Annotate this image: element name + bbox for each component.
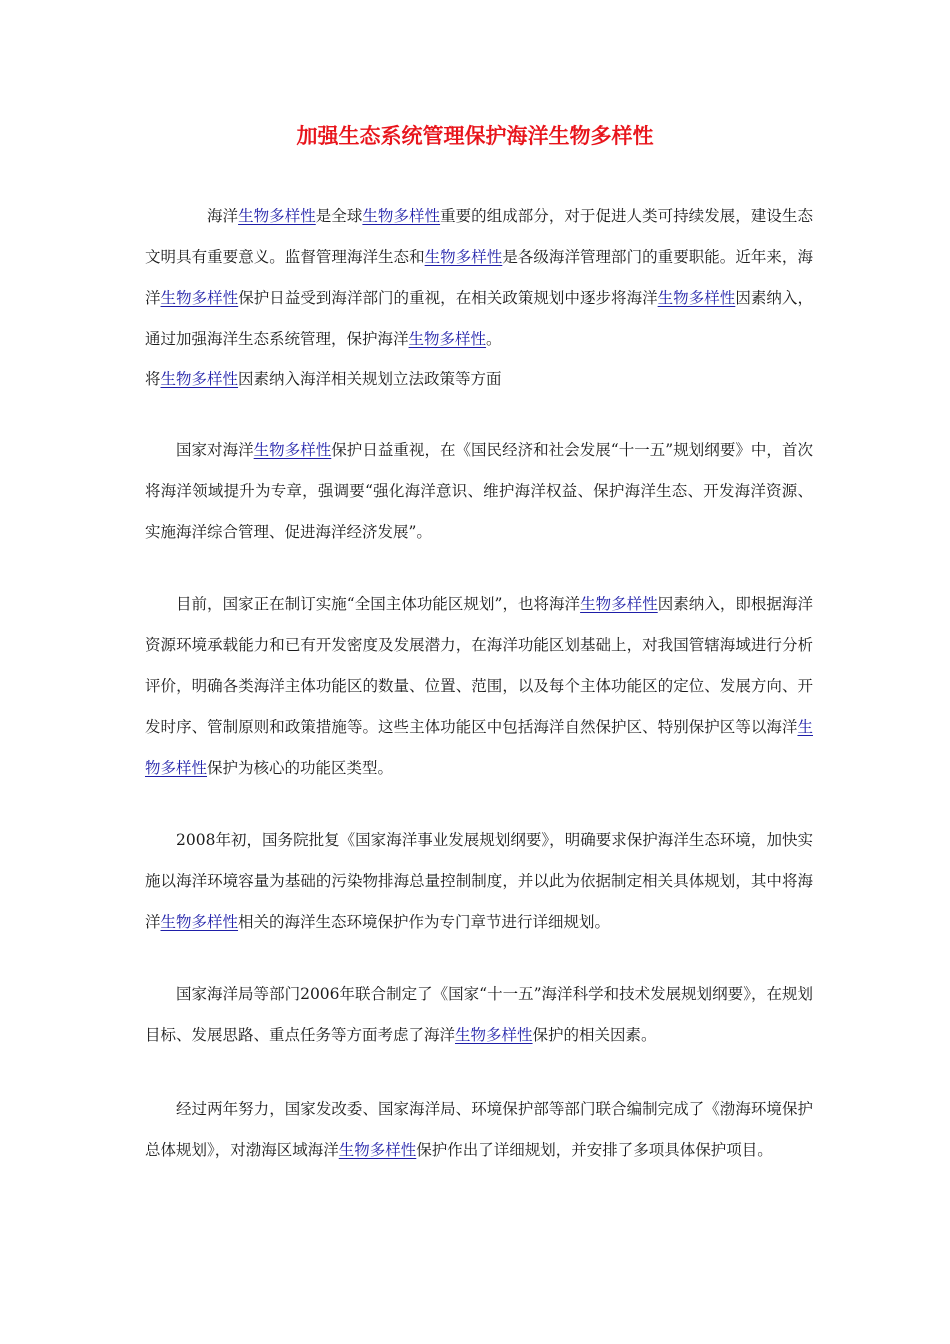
paragraph-text: 保护日益受到海洋部门的重视，在相关政策规划中逐步将海洋 <box>238 289 658 307</box>
paragraph-text: 国家海洋局等部门2006年联合制定了《国家“十一五”海洋科学和技术发展规划纲要》，在规划目标、发展思路、重点任务等方面考虑了海洋 <box>145 985 813 1044</box>
keyword-link[interactable]: 生物多样性 <box>160 370 239 388</box>
keyword-link[interactable]: 生物多样性 <box>657 289 736 307</box>
document-title: 加强生态系统管理保护海洋生物多样性 <box>296 124 654 148</box>
paragraph-text: 因素纳入，通过加强海洋生态系统管理，保护海洋 <box>145 289 813 348</box>
paragraph-text: 国家对海洋 <box>176 441 254 459</box>
paragraph-text: 保护日益重视，在《国民经济和社会发展“十一五”规划纲要》中，首次将海洋领域提升为专章，强调要“强化海洋意识、维护海洋权益、保护海洋生态、开发海洋资源、实施海洋综合管理、促进海洋经济发展”。 <box>145 441 813 541</box>
paragraph-intro <box>145 196 813 360</box>
paragraph-text: 是各级海洋管理部门的重要职能。近年来，海洋 <box>145 248 813 307</box>
paragraph-text: 因素纳入海洋相关规划立法政策等方面 <box>238 370 502 388</box>
section-heading <box>145 368 813 390</box>
paragraph-text: 将 <box>145 370 161 388</box>
keyword-link[interactable]: 生物多样性 <box>455 1026 533 1044</box>
keyword-link[interactable]: 生物多样性 <box>408 330 487 348</box>
paragraph-text: 保护的相关因素。 <box>532 1026 657 1044</box>
paragraph-text: 保护作出了详细规划，并安排了多项具体保护项目。 <box>416 1141 773 1159</box>
keyword-link[interactable]: 生物多样性 <box>253 441 332 459</box>
paragraph-text: 相关的海洋生态环境保护作为专门章节进行详细规划。 <box>238 913 611 931</box>
paragraph-eleventh-five-year-plan <box>145 430 813 553</box>
keyword-link[interactable]: 生物多样性 <box>362 207 441 225</box>
paragraph-bohai-plan <box>145 1089 813 1171</box>
paragraph-text: 2008年初，国务院批复《国家海洋事业发展规划纲要》，明确要求保护海洋生态环境，加快实施以海洋环境容量为基础的污染物排海总量控制制度，并以此为依据制定相关具体规划，其中将海洋 <box>145 831 813 931</box>
keyword-link[interactable]: 生物多样性 <box>338 1141 417 1159</box>
paragraph-text: 海洋 <box>207 207 239 225</box>
paragraph-2008-ocean-plan <box>145 820 813 943</box>
paragraph-text: 重要的组成部分，对于促进人类可持续发展，建设生态文明具有重要意义。监督管理海洋生态和 <box>145 207 813 266</box>
keyword-link[interactable]: 生物多样性 <box>238 207 316 225</box>
paragraph-text: 经过两年努力，国家发改委、国家海洋局、环境保护部等部门联合编制完成了《渤海环境保护总体规划》，对渤海区域海洋 <box>145 1100 813 1159</box>
keyword-link[interactable]: 生物多样性 <box>160 289 239 307</box>
keyword-link[interactable]: 生物多样性 <box>580 595 658 613</box>
paragraph-text: 目前，国家正在制订实施“全国主体功能区规划”，也将海洋 <box>176 595 581 613</box>
paragraph-text: 。 <box>486 330 502 348</box>
keyword-link[interactable]: 生物多样性 <box>424 248 503 266</box>
paragraph-main-functional-zones <box>145 584 813 789</box>
paragraph-text: 因素纳入，即根据海洋资源环境承载能力和已有开发密度及发展潜力，在海洋功能区划基础上，对我国管辖海域进行分析评价，明确各类海洋主体功能区的数量、位置、范围，以及每个主体功能区的定位、发展方向、开发时序、管制原则和政策措施等。这些主体功能区中包括海洋自然保护区、特别保护区等以海洋 <box>145 595 813 736</box>
keyword-link[interactable]: 生物多样性 <box>145 718 813 777</box>
paragraph-2006-science-plan <box>145 974 813 1056</box>
paragraph-text: 保护为核心的功能区类型。 <box>207 759 394 777</box>
keyword-link[interactable]: 生物多样性 <box>160 913 239 931</box>
paragraph-text: 是全球 <box>315 207 363 225</box>
